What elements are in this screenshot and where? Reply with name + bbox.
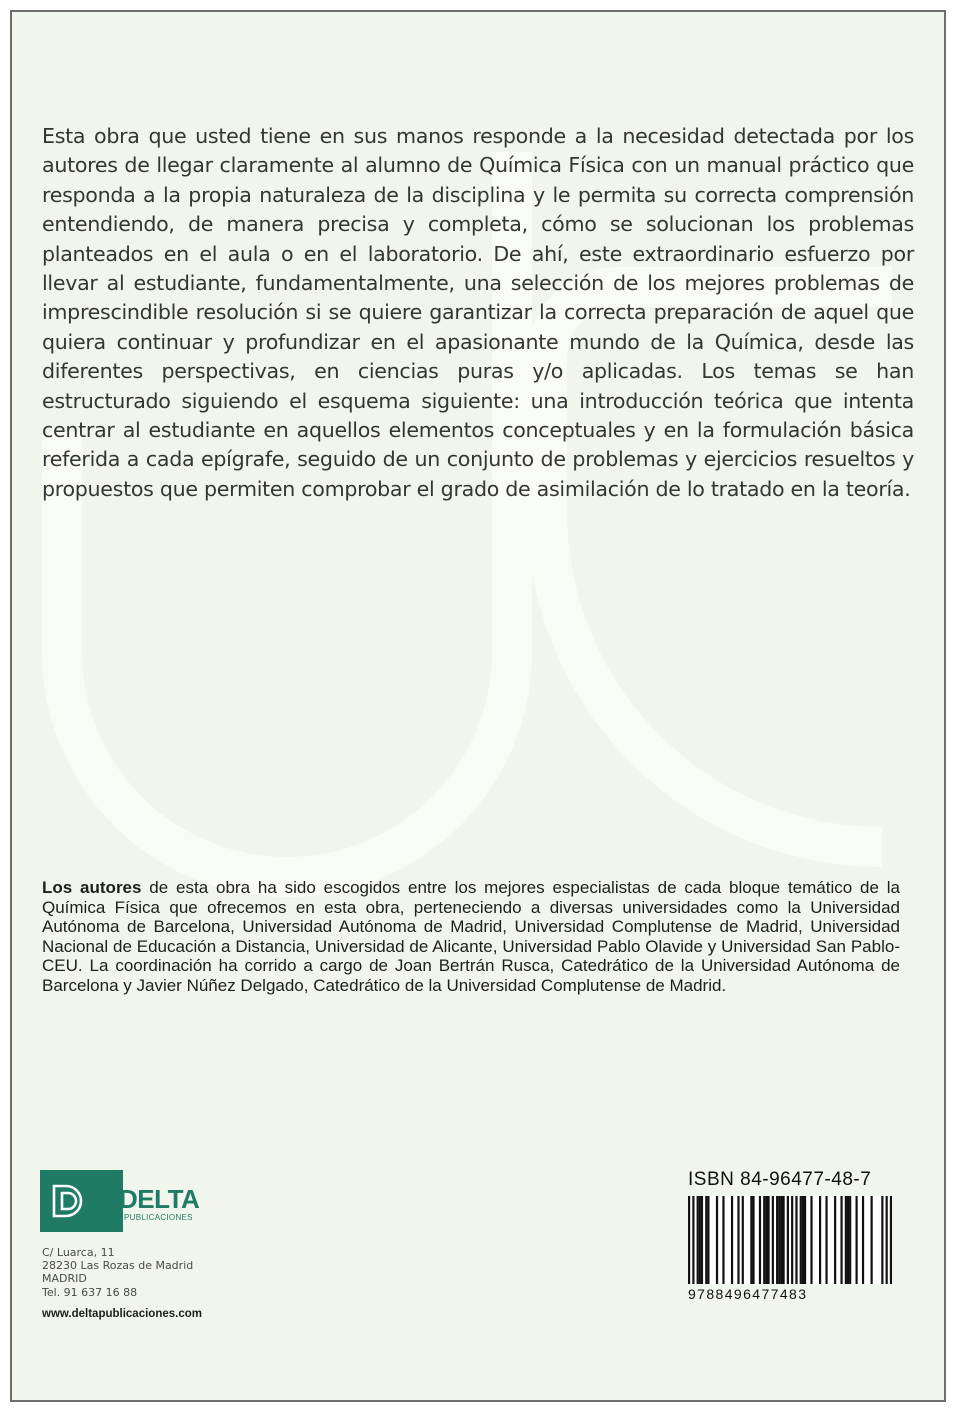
barcode-bar: [742, 1196, 744, 1284]
address-line: C/ Luarca, 11: [42, 1246, 115, 1259]
barcode-bar: [802, 1196, 804, 1284]
authors-text: de esta obra ha sido escogidos entre los mejores especialistas de cada bloque temático de la Química Física que ofrecemos en esta obra, perteneciendo a diversas universidades como la Universidad Autónoma de Barcelona, Universidad Autónoma de Madrid, Universidad Complutense de Madrid, Universidad Nacional de Educación a Distancia, Universidad de Alicante, Universidad Pablo Olavide y Universidad San Pablo-CEU. La coordinación ha corrido a cargo de Joan Bertrán Rusca, Catedrático de la Universidad Autónoma de Barcelona y Javier Núñez Delgado, Catedrático de la Universidad Complutense de Madrid.: [42, 878, 900, 995]
barcode-bar: [752, 1196, 754, 1284]
barcode-bar: [834, 1196, 836, 1284]
barcode-bar: [795, 1196, 797, 1284]
barcode-bar: [810, 1196, 812, 1284]
barcode-bar: [862, 1196, 864, 1284]
publisher-subtitle: PUBLICACIONES: [124, 1213, 193, 1222]
barcode-bar: [767, 1196, 769, 1284]
publisher-address: [42, 1246, 193, 1299]
barcode-bar: [890, 1196, 892, 1284]
address-line: 28230 Las Rozas de Madrid: [42, 1259, 194, 1273]
synopsis-text: Esta obra que usted tiene en sus manos responde a la necesidad detectada por los autores de llegar claramente al alumno de Química Física con un manual práctico que responda a la propia naturaleza de la disciplina y le permita su correcta comprensión entendiendo, de manera precisa y completa, cómo se solucionan los problemas planteados en el aula o en el laboratorio. De ahí, este extraordinario esfuerzo por llevar al estudiante, fundamentalmente, una selección de los mejores problemas de imprescindible resolución si se quiere garantizar la correcta preparación de aquel que quiera continuar y profundizar en el apasionante mundo de la Química, desde las diferentes perspectivas, en ciencias puras y/o aplicadas. Los temas se han estructurado siguiendo el esquema siguiente: una introducción teórica que intenta centrar al estudiante en aquellos elementos conceptuales y en la formulación básica referida a cada epígrafe, seguido de un conjunto de problemas y ejercicios resueltos y propuestos que permiten comprobar el grado de asimilación de lo tratado en la teoría.: [42, 124, 914, 501]
publisher-logo: [40, 1170, 210, 1232]
barcode-bar: [750, 1196, 752, 1284]
ean13-barcode-icon: [688, 1196, 892, 1284]
barcode-bar: [855, 1196, 857, 1284]
barcode-bar: [778, 1196, 780, 1284]
address-line: Tel. 91 637 16 88: [42, 1285, 138, 1299]
barcode-bar: [722, 1196, 724, 1284]
barcode-bar: [886, 1196, 888, 1284]
barcode-digits: 9788496477483: [688, 1286, 808, 1302]
barcode-bar: [840, 1196, 842, 1284]
barcode-bar: [849, 1196, 851, 1284]
isbn-label: ISBN 84-96477-48-7: [688, 1169, 872, 1190]
logo-box: [40, 1170, 123, 1232]
barcode-bar: [825, 1196, 827, 1284]
barcode-bar: [765, 1196, 767, 1284]
barcode-bar: [716, 1196, 718, 1284]
barcode-bar: [776, 1196, 778, 1284]
barcode-bar: [763, 1196, 765, 1284]
barcode-bar: [701, 1196, 703, 1284]
delta-d-logo-icon: [48, 1180, 90, 1222]
publisher-name: DELTA: [119, 1184, 200, 1214]
barcode-bar: [787, 1196, 789, 1284]
barcode-bar: [819, 1196, 821, 1284]
barcode-bar: [688, 1196, 690, 1284]
barcode-bar: [697, 1196, 699, 1284]
barcode-bar: [804, 1196, 806, 1284]
address-line: MADRID: [42, 1272, 87, 1286]
barcode-bar: [772, 1196, 774, 1284]
barcode-bar: [845, 1196, 847, 1284]
barcode-bar: [705, 1196, 707, 1284]
authors-paragraph: [42, 878, 900, 996]
barcode-bar: [782, 1196, 784, 1284]
barcode-bar: [881, 1196, 883, 1284]
barcode-bar: [780, 1196, 782, 1284]
barcode-bar: [699, 1196, 701, 1284]
barcode-bar: [791, 1196, 793, 1284]
publisher-website: www.deltapublicaciones.com: [42, 1308, 202, 1320]
barcode-bar: [800, 1196, 802, 1284]
barcode-bar: [737, 1196, 739, 1284]
back-cover: [10, 10, 946, 1402]
authors-lead: Los autores: [42, 878, 142, 897]
barcode-bar: [731, 1196, 733, 1284]
barcode-bar: [759, 1196, 761, 1284]
barcode-bar: [847, 1196, 849, 1284]
barcode-bar: [692, 1196, 694, 1284]
barcode-bar: [871, 1196, 873, 1284]
barcode-bar: [707, 1196, 709, 1284]
